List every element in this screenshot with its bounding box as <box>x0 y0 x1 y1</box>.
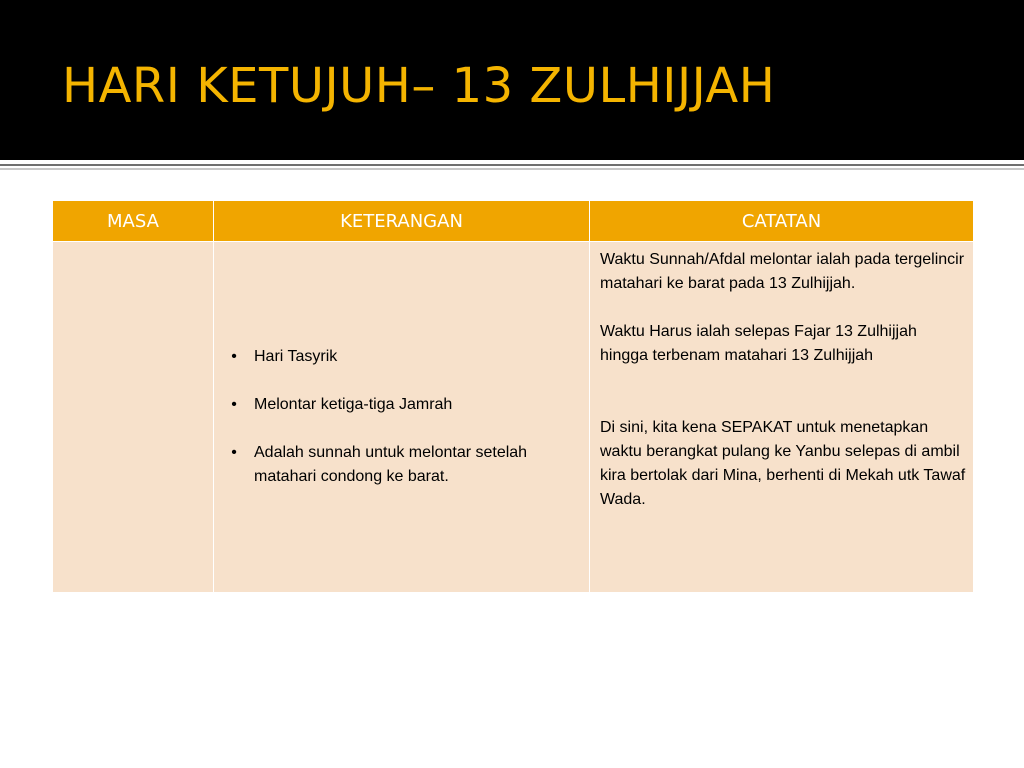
header-masa: MASA <box>53 201 214 242</box>
masa-cell <box>53 242 214 593</box>
keterangan-cell <box>214 242 590 593</box>
bullet-icon: • <box>231 396 237 413</box>
catatan-note-sunnah: Waktu Sunnah/Afdal melontar ialah pada tergelincir matahari ke barat pada 13 Zulhijjah. <box>600 251 965 292</box>
keterangan-item-text: Adalah sunnah untuk melontar setelah matahari condong ke barat. <box>254 444 528 485</box>
keterangan-item-text: Hari Tasyrik <box>254 348 338 365</box>
slide-title: HARI KETUJUH– 13 ZULHIJJAH <box>62 58 776 114</box>
bullet-icon: • <box>231 348 237 365</box>
header-keterangan: KETERANGAN <box>214 201 590 242</box>
schedule-table <box>52 200 974 593</box>
catatan-note-sepakat: Di sini, kita kena SEPAKAT untuk menetapkan waktu berangkat pulang ke Yanbu selepas di ambil kira bertolak dari Mina, berhenti di Mekah utk Tawaf Wada. <box>600 419 966 508</box>
keterangan-list <box>214 345 579 489</box>
header-catatan: CATATAN <box>590 201 974 242</box>
list-item <box>214 345 579 369</box>
list-item <box>214 441 579 489</box>
catatan-note-harus: Waktu Harus ialah selepas Fajar 13 Zulhijjah hingga terbenam matahari 13 Zulhijjah <box>600 323 917 364</box>
title-band <box>0 0 1024 160</box>
divider-dark <box>0 164 1024 166</box>
bullet-icon: • <box>231 444 237 461</box>
table-header-row <box>53 201 974 242</box>
table-row <box>53 242 974 593</box>
list-item <box>214 393 579 417</box>
catatan-cell <box>590 242 974 593</box>
keterangan-item-text: Melontar ketiga-tiga Jamrah <box>254 396 453 413</box>
divider-light <box>0 168 1024 170</box>
